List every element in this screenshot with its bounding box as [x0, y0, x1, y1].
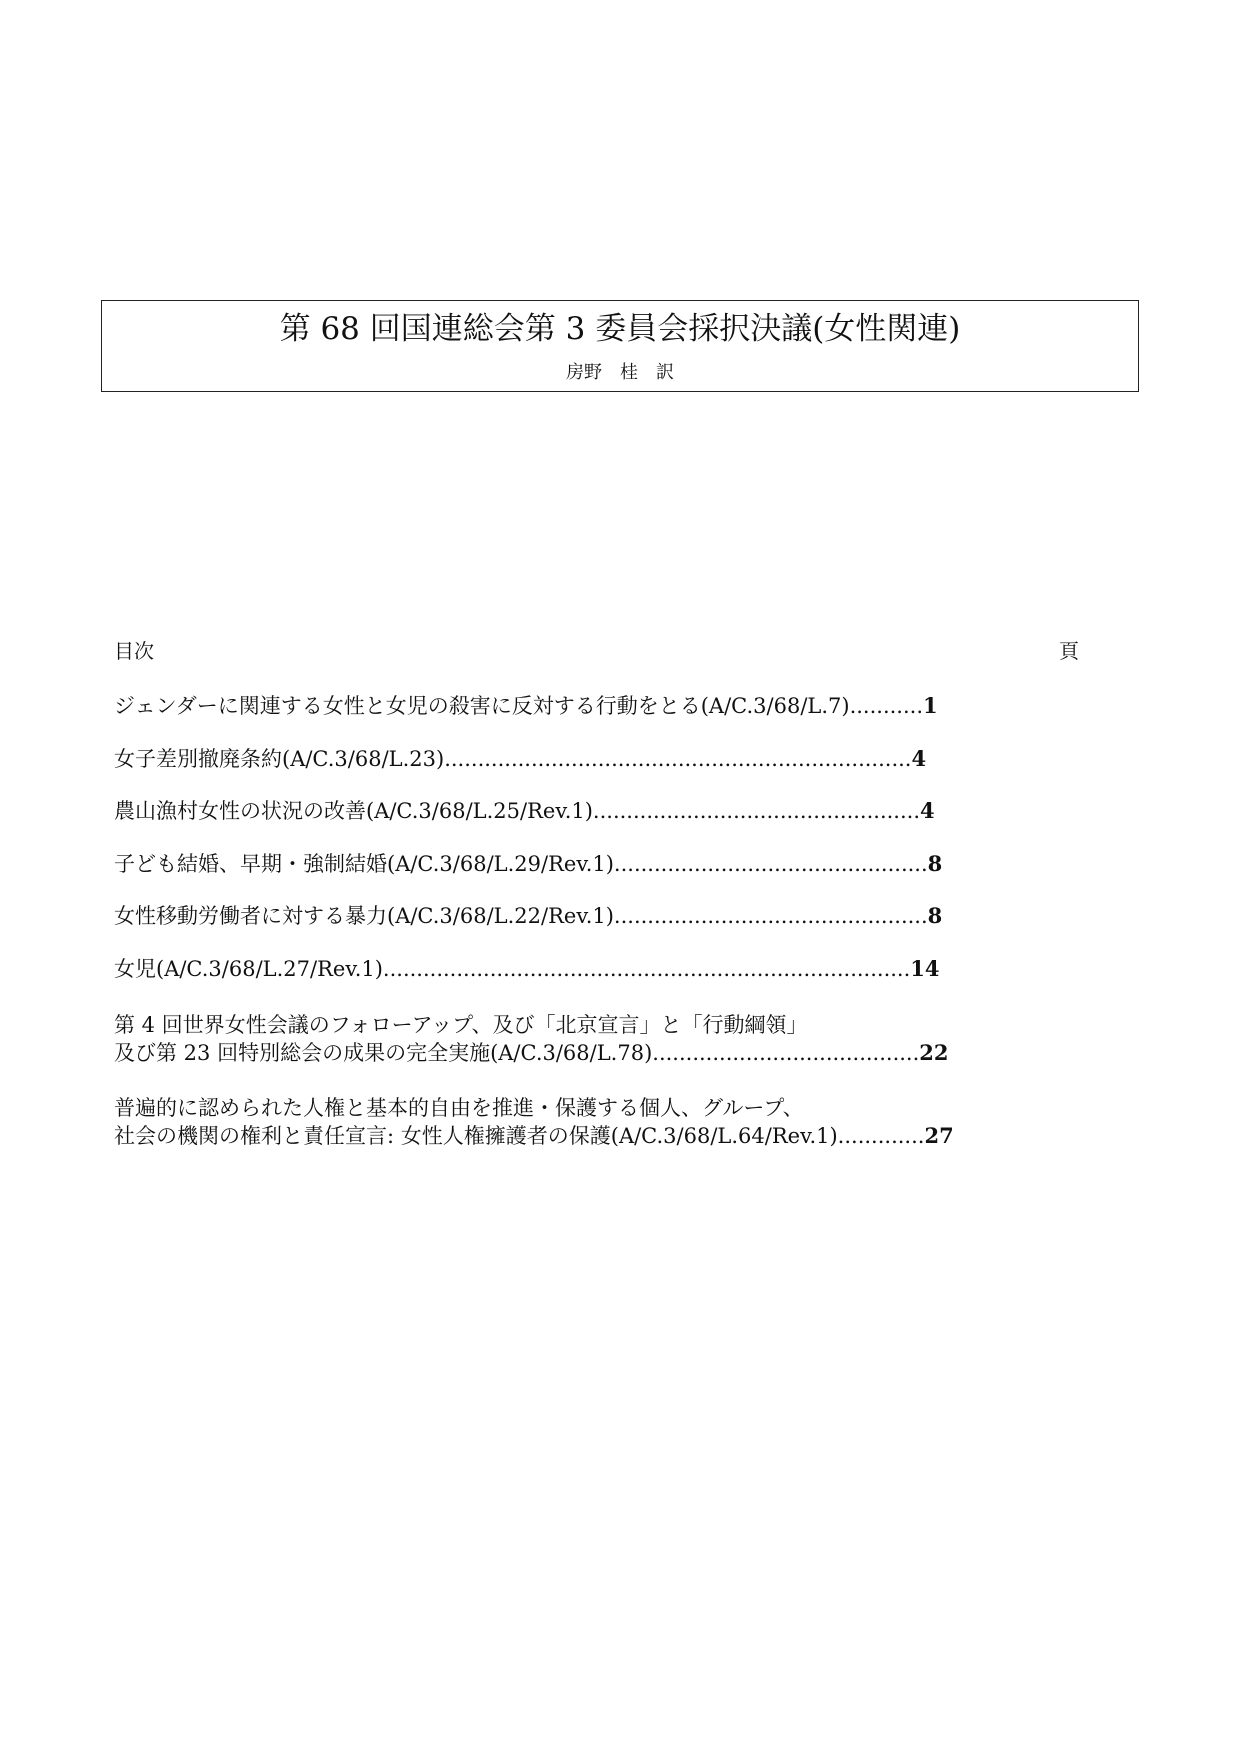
- toc-item-title-line-2: 及び第 23 回特別総会の成果の完全実施(A/C.3/68/L.78)........................................: [114, 1041, 920, 1065]
- toc-item-title: 農山漁村女性の状況の改善(A/C.3/68/L.25/Rev.1).................................................: [114, 799, 921, 823]
- toc-item-page: 4: [911, 746, 927, 771]
- title-box: [101, 300, 1139, 392]
- toc-item-page: 14: [910, 956, 940, 981]
- toc-item-page: 8: [927, 851, 943, 876]
- toc-item-page: 22: [919, 1040, 949, 1065]
- toc-item-title-line-1: 普遍的に認められた人権と基本的自由を推進・保護する個人、グループ、: [114, 1096, 804, 1120]
- document-title: 第 68 回国連総会第 3 委員会採択決議(女性関連): [279, 311, 961, 347]
- toc-item[interactable]: [114, 902, 942, 930]
- toc-item[interactable]: [114, 797, 935, 825]
- toc-item[interactable]: [114, 1094, 954, 1150]
- toc-item[interactable]: [114, 745, 926, 773]
- toc-item-page: 27: [924, 1123, 954, 1148]
- toc-page-label: 頁: [1059, 639, 1079, 663]
- toc-item-title-line-1: 第 4 回世界女性会議のフォローアップ、及び「北京宣言」と「行動綱領」: [114, 1013, 808, 1037]
- toc-item-title: 女性移動労働者に対する暴力(A/C.3/68/L.22/Rev.1)...............................................: [114, 904, 928, 928]
- toc-item-title: 子ども結婚、早期・強制結婚(A/C.3/68/L.29/Rev.1)...............................................: [114, 852, 928, 876]
- toc-item[interactable]: [114, 850, 942, 878]
- toc-label: 目次: [114, 639, 154, 663]
- toc-item[interactable]: [114, 692, 938, 720]
- toc-item-title: ジェンダーに関連する女性と女児の殺害に反対する行動をとる(A/C.3/68/L.7)...........: [114, 694, 924, 718]
- toc-item-page: 4: [920, 798, 935, 823]
- toc-header: [114, 636, 1114, 666]
- toc-item-page: 1: [923, 693, 938, 718]
- toc-item-title-line-2: 社会の機関の権利と責任宣言: 女性人権擁護者の保護(A/C.3/68/L.64/Rev.1).............: [114, 1124, 925, 1148]
- toc-item-title: 女子差別撤廃条約(A/C.3/68/L.23)......................................................................: [114, 747, 912, 771]
- toc-item-title: 女児(A/C.3/68/L.27/Rev.1)...............................................................................: [114, 957, 911, 981]
- toc-item[interactable]: [114, 1011, 949, 1067]
- translator-credit: 房野 桂 訳: [566, 362, 674, 383]
- table-of-contents: [114, 636, 1114, 1148]
- toc-item[interactable]: [114, 955, 940, 983]
- toc-item-page: 8: [927, 903, 943, 928]
